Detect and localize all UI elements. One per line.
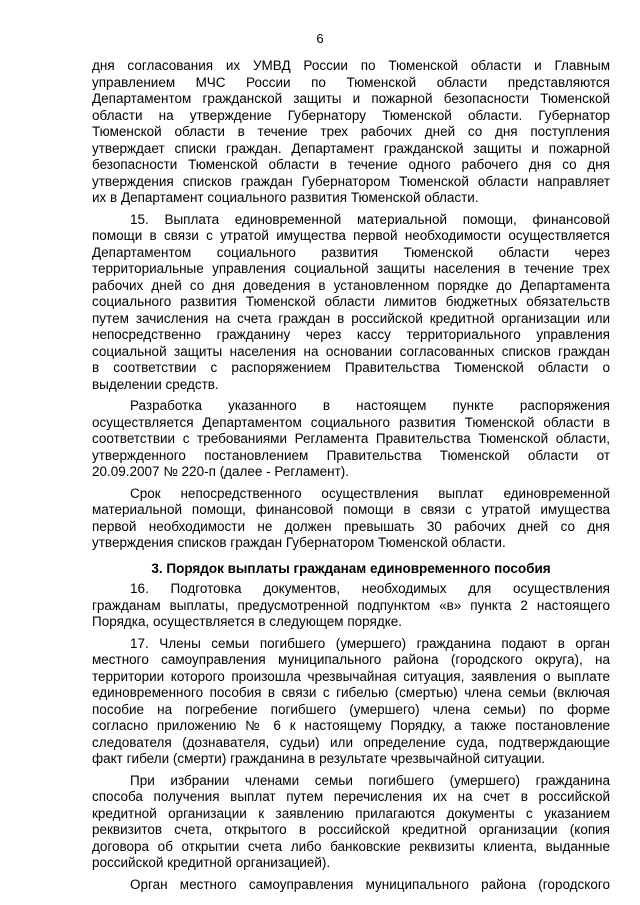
paragraph [92,581,610,636]
section-heading [92,561,610,578]
text-line: первой необходимости не должен превышать 30 рабочих дней со дня [92,518,610,534]
text-line: социального развития Тюменской области лимитов бюджетных обязательств [92,294,610,309]
text-line: утверждает списки граждан. Департамент гражданской защиты и пожарной [92,140,610,156]
text-line: их в Департамент социального развития Тюменской области. [92,190,479,205]
text-line: Порядка, осуществляется в следующем порядке. [92,614,403,629]
text-line: реквизитов счета, открытого в российской кредитной организации (копия [92,822,610,837]
text-line: непосредственно гражданину через кассу территориального управления [92,327,610,342]
text-line: утвержденного постановлением Правительства Тюменской области от [92,447,610,463]
text-line: 16. Подготовка документов, необходимых для осуществления [130,581,610,596]
text-line: единовременного пособия в связи с гибелью (смертью) члена семьи (включая [92,685,610,700]
text-line: территориальные управления социальной защиты населения в течение трех [92,261,610,276]
text-line: социальной защиты населения на основании согласованных списков граждан [92,343,610,359]
paragraph [92,773,610,877]
page-number: 6 [316,31,324,46]
text-line: осуществляется Департаментом социального развития Тюменской области в [92,414,610,430]
text-line: в соответствии с распоряжением Правительства Тюменской области о [92,360,610,375]
text-line: 15. Выплата единовременной материальной помощи, финансовой [130,211,610,227]
text-line: помощи в связи с утратой имущества первой необходимости осуществляется [92,228,610,243]
text-line: пособие на погребение погибшего (умершего) члена семьи) по форме [92,701,610,717]
paragraph [92,486,610,557]
text-line: 20.09.2007 № 220-п (далее - Регламент). [92,464,350,479]
text-line: Разработка указанного в настоящем пункте распоряжения [130,398,610,413]
text-line: согласно приложению № 6 к настоящему Порядку, а также постановление [92,718,610,733]
text-line: Тюменской области в течение трех рабочих дней со дня поступления [92,124,610,139]
text-line: территории которого произошла чрезвычайная ситуация, заявления о выплате [92,668,610,684]
text-line: рабочих дней со дня доведения в установленном порядке до Департамента [92,277,610,293]
text-line: выделении средств. [92,376,219,392]
text-line: материальной помощи, финансовой помощи в связи с утратой имущества [92,502,610,517]
text-line: При избрании членами семьи погибшего (умершего) гражданина [130,772,610,788]
text-line: соответствии с требованиями Регламента Правительства Тюменской области, [92,431,610,446]
paragraph [92,398,610,486]
text-line: российской кредитной организацией). [92,855,331,870]
text-line: Срок непосредственного осуществления выплат единовременной [130,485,610,501]
text-line: безопасности Тюменской области в течение одного рабочего дня со дня [92,157,610,172]
section-heading-text: 3. Порядок выплаты гражданам единовременного пособия [151,560,551,576]
text-line: дня согласования их УМВД России по Тюменской области и Главным [92,58,610,73]
text-line: способа получения выплат путем перечисления их на счет в российской [92,789,610,804]
text-line: 17. Члены семьи погибшего (умершего) гражданина подают в орган [130,635,610,651]
text-line: договора об открытии счета либо банковские реквизиты клиента, выданные [92,838,610,854]
text-line: Департаментом гражданской защиты и пожарной безопасности Тюменской [92,91,610,106]
text-line: путем зачисления на счета граждан в российской кредитной организации или [92,310,610,326]
text-line: кредитной организации к заявлению прилагаются документы с указанием [92,805,610,821]
text-line: области на утверждение Губернатору Тюменской области. Губернатор [92,107,610,123]
text-line: следователя (дознавателя, судьи) или определение суда, подтверждающие [92,734,610,750]
text-line: гражданам выплаты, предусмотренной подпунктом «в» пункта 2 настоящего [92,597,610,613]
paragraph [92,636,610,773]
text-line: управлением МЧС России по Тюменской области представляются [92,74,610,90]
text-line: Орган местного самоуправления муниципального района (городского [130,876,610,892]
paragraph [92,212,610,399]
text-line: местного самоуправления муниципального района (городского округа), на [92,652,610,667]
text-line: факт гибели (смерти) гражданина в результате чрезвычайной ситуации. [92,751,546,766]
document-body [92,58,610,893]
paragraph [92,877,610,894]
text-line: утверждения списков граждан Губернатором Тюменской области направляет [92,173,610,189]
paragraph [92,58,610,212]
text-line: Департаментом социального развития Тюменской области через [92,244,610,260]
text-line: утверждения списков граждан Губернатором Тюменской области. [92,535,506,550]
